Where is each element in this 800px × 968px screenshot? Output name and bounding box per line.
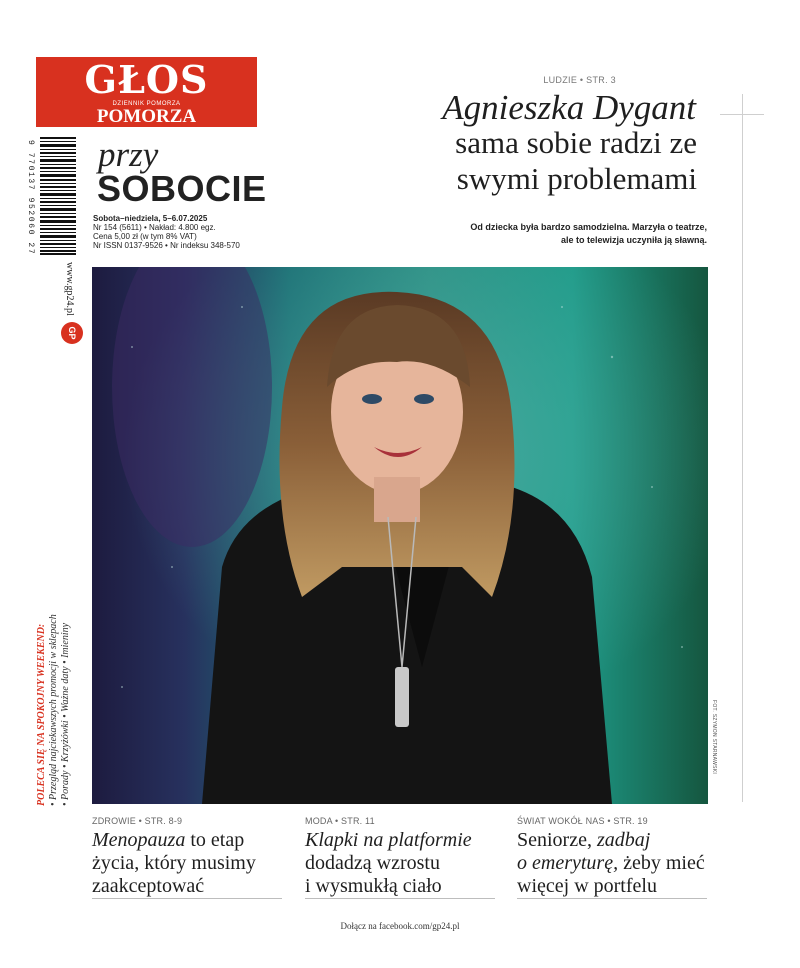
lead-headline-rest: sama sobie radzi ze swymi problemami	[455, 125, 697, 196]
teaser-fashion[interactable]	[305, 815, 495, 898]
barcode-number: 9 770137 952060 27	[26, 140, 35, 256]
teaser-headline-part: żeby mieć	[618, 852, 705, 874]
teaser-headline	[92, 829, 282, 898]
logo-pomorza: POMORZA	[96, 106, 197, 127]
crop-mark-horizontal	[720, 114, 764, 115]
issue-price: Cena 5,00 zł (w tym 8% VAT)	[93, 232, 197, 241]
weekend-promo	[24, 614, 71, 810]
teaser-kicker: ZDROWIE • STR. 8-9	[92, 816, 183, 826]
gp-badge-icon: GP	[61, 322, 83, 344]
teaser-kicker: MODA • STR. 11	[305, 816, 375, 826]
website-link[interactable]: www.gp24.pl	[64, 262, 75, 316]
teaser-kicker: ŚWIAT WOKÓŁ NAS • STR. 19	[517, 816, 648, 826]
teaser-headline-italic: o emeryturę,	[517, 852, 619, 874]
weekend-title: POLECA SIĘ NA SPOKOJNY WEEKEND:	[36, 623, 47, 806]
issue-number: Nr 154 (5611) • Nakład: 4.800 egz.	[93, 223, 216, 232]
teaser-headline-part: Seniorze,	[517, 829, 597, 851]
teaser-headline-part: więcej w portfelu	[517, 875, 657, 897]
footer-facebook-link[interactable]: Dołącz na facebook.com/gp24.pl	[340, 921, 460, 931]
photo-credit: FOT. SZYMON STARNAWSKI	[711, 700, 717, 775]
lead-headline-name: Agnieszka Dygant	[442, 88, 696, 127]
weekend-line-1: • Przegląd najciekawszych promocji w sklepach	[48, 614, 59, 806]
barcode-digits	[24, 140, 36, 255]
photo-credit-wrap	[710, 700, 718, 804]
cover-photo	[92, 267, 708, 804]
teaser-rule	[517, 898, 707, 899]
supplement-title-sobocie: SOBOCIE	[97, 168, 267, 209]
teaser-headline	[517, 829, 707, 898]
weekend-line-2: • Porady • Krzyżówki • Ważne daty • Imieniny	[60, 622, 71, 806]
teaser-world[interactable]	[517, 815, 707, 898]
lead-kicker: LUDZIE • STR. 3	[543, 75, 616, 85]
barcode-icon	[40, 137, 76, 255]
lead-deck-line-1: Od dziecka była bardzo samodzielna. Marzyła o teatrze,	[470, 222, 707, 232]
teaser-rule	[92, 898, 282, 899]
teaser-headline-part: zaakceptować	[92, 875, 205, 897]
issue-date: Sobota–niedziela, 5–6.07.2025	[93, 214, 208, 223]
teaser-headline-part: i wysmukłą ciało	[305, 875, 442, 897]
teaser-headline-italic: Klapki na platformie	[305, 829, 472, 851]
teaser-headline-part: dodadzą wzrostu	[305, 852, 440, 874]
teaser-headline-italic: Menopauza	[92, 829, 186, 851]
teaser-headline-italic: zadbaj	[596, 829, 651, 851]
masthead-logo	[36, 57, 257, 127]
lead-deck-line-2: ale to telewizja uczyniła ją sławną.	[560, 235, 707, 245]
supplement-title-przy: przy	[98, 135, 159, 174]
issue-issn: Nr ISSN 0137-9526 • Nr indeksu 348-570	[93, 241, 240, 250]
teaser-health[interactable]	[92, 815, 282, 898]
teaser-headline-part: życia, który musimy	[92, 852, 256, 874]
lead-deck	[420, 221, 707, 247]
teaser-rule	[305, 898, 495, 899]
logo-subtitle: DZIENNIK POMORZA	[112, 101, 181, 107]
teaser-headline	[305, 829, 495, 898]
teaser-headline-part: to etap	[185, 829, 245, 851]
crop-mark-vertical	[742, 94, 743, 802]
logo-glos: GŁOS	[84, 57, 209, 102]
